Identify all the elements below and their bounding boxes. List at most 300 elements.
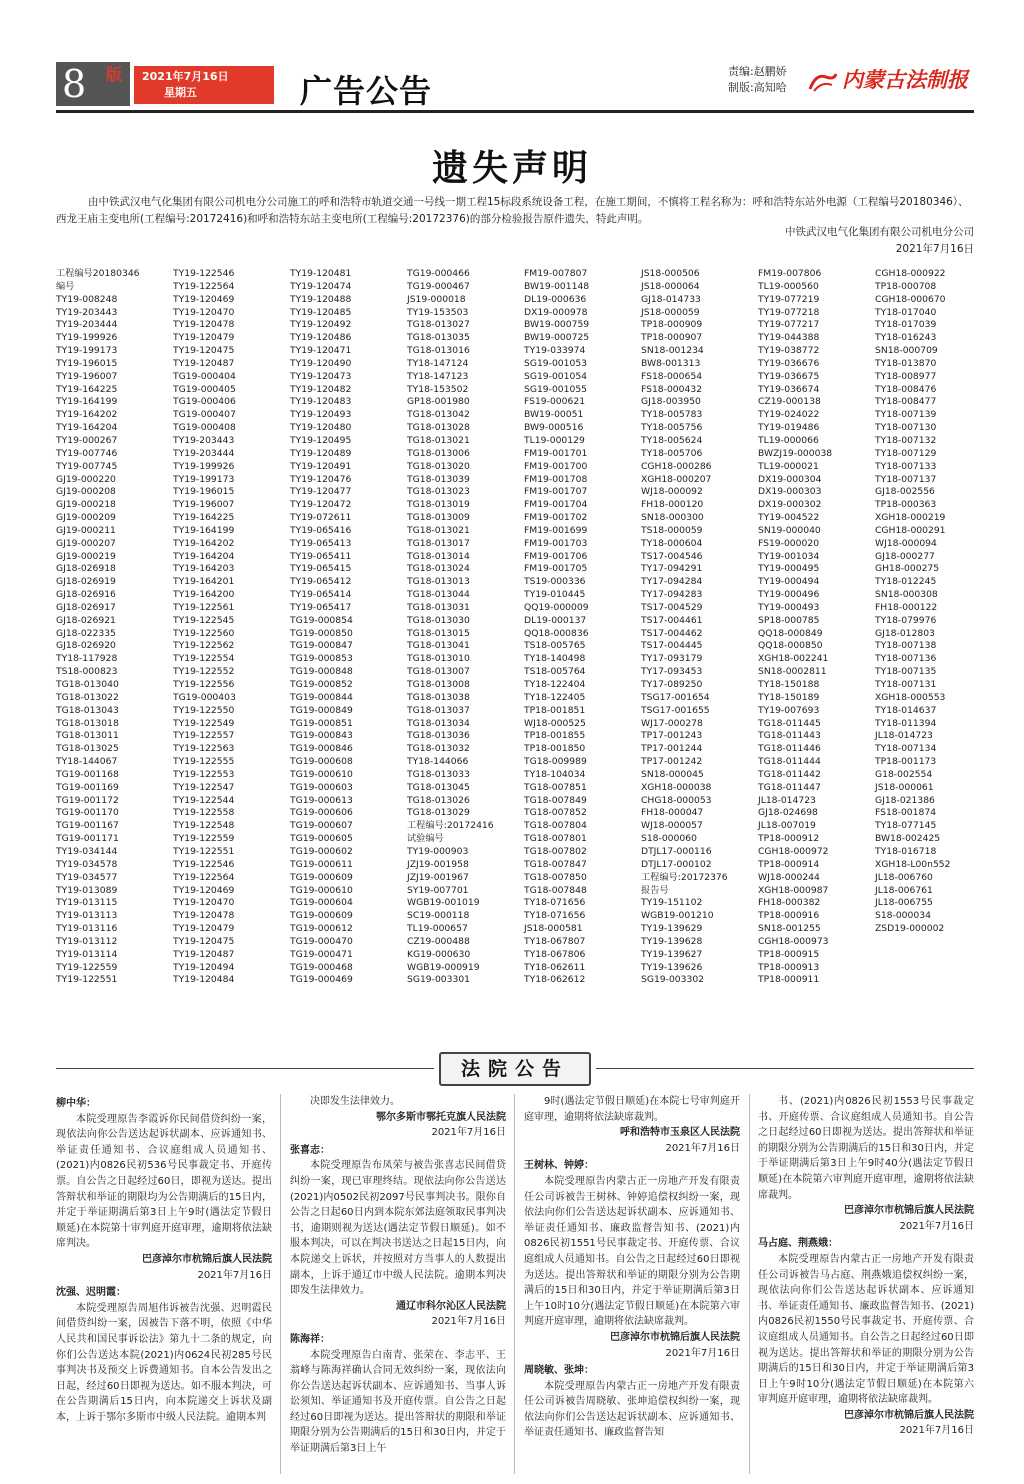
report-code: FH18-000120	[641, 499, 704, 511]
report-code: TY19-010445	[524, 589, 586, 601]
report-code: TG19-000609	[290, 910, 353, 922]
report-code: TY19-151102	[641, 897, 703, 909]
report-code: GP18-001980	[407, 396, 470, 408]
report-code: TY19-164199	[56, 396, 118, 408]
report-code: WGB19-001019	[407, 897, 480, 909]
report-code: DL19-000137	[524, 614, 587, 626]
report-code: GJ19-000211	[56, 524, 116, 536]
report-code: XGH18-000553	[875, 691, 946, 703]
report-code: TY19-139627	[641, 948, 703, 960]
report-code: TY18-012245	[875, 576, 937, 588]
report-code: TG18-013038	[407, 691, 470, 703]
report-code: TY18-104034	[524, 768, 586, 780]
report-code: TY18-144067	[56, 756, 118, 768]
report-code: TG19-000602	[290, 845, 353, 857]
report-code: TG19-000609	[290, 871, 353, 883]
report-code: TY19-122545	[173, 614, 235, 626]
report-code: TG19-000407	[173, 409, 236, 421]
report-code: DX19-000303	[758, 486, 822, 498]
notice-text: 本院受理原告内蒙古正一房地产开发有限责任公司诉被告王树林、钟婷追偿权纠纷一案，现依法向你们公告送达起诉状副本、应诉通知书、举证责任通知书、廉政监督告知书、(2021)内0826民初1551号民事裁定书、开庭传票、合议庭组成人员通知书。自公告之日起经过60日即视为送达。提出答辩状和举证的期限分别为公告期满后的15日和30日内，并定于举证期满后第3日上午10时10分(遇法定节假日顺延)在本院第六审判庭开庭审理，逾期将依法缺席裁判。	[524, 1175, 740, 1328]
report-code: JL18-006760	[875, 871, 933, 883]
report-code: SN18-000308	[875, 589, 938, 601]
report-code: TY19-120486	[290, 332, 352, 344]
announcement-date: 2021年7月16日	[895, 243, 974, 255]
report-code: TY19-203444	[56, 319, 118, 331]
report-code: TG19-001170	[56, 807, 119, 819]
code-column	[407, 268, 524, 987]
report-code: JL18-007019	[758, 820, 816, 832]
report-code: TY17-093453	[641, 666, 703, 678]
report-code: TY18-067806	[524, 948, 586, 960]
notice-recipient: 柳中华：	[56, 1098, 96, 1109]
report-code: SG19-003301	[407, 974, 471, 986]
report-code: FM19-001702	[524, 512, 588, 524]
report-code: TY18-008977	[875, 370, 937, 382]
report-code: TY18-005624	[641, 434, 703, 446]
report-code: TY18-007138	[875, 640, 937, 652]
report-code: TY19-120480	[290, 422, 352, 434]
report-code: TY19-120484	[173, 974, 235, 986]
report-code: TG18-013029	[407, 807, 470, 819]
report-code: FH18-000047	[641, 807, 704, 819]
report-code: BW9-000516	[524, 422, 584, 434]
report-code: TY19-000267	[56, 434, 118, 446]
report-code: GJ19-000220	[56, 473, 116, 485]
report-code: TG19-000850	[290, 627, 353, 639]
report-code: TY18-017040	[875, 306, 937, 318]
report-code: GJ18-022335	[56, 627, 116, 639]
report-code: TG18-013031	[407, 601, 470, 613]
report-code: CHG18-000053	[641, 794, 712, 806]
report-code: TY19-139629	[641, 923, 703, 935]
report-code: TY19-164199	[173, 524, 235, 536]
report-code: TY19-120495	[290, 434, 352, 446]
court-name: 巴彦淖尔市杭锦后旗人民法院	[610, 1331, 740, 1343]
report-code: TY19-196015	[56, 357, 118, 369]
code-column	[641, 268, 758, 987]
report-code: TY19-122550	[173, 704, 235, 716]
report-code: TY19-120469	[173, 293, 235, 305]
report-code: QQ18-000849	[758, 627, 823, 639]
report-code: TY18-016718	[875, 845, 937, 857]
report-code: TY18-067807	[524, 935, 586, 947]
report-code: TG18-013025	[56, 743, 119, 755]
report-code: TG18-013014	[407, 550, 470, 562]
report-code: G18-002554	[875, 768, 933, 780]
report-code: CGH18-000286	[641, 460, 712, 472]
report-code: WJ18-000092	[641, 486, 703, 498]
report-code: TY18-079976	[875, 614, 937, 626]
report-code: TY19-036676	[758, 357, 820, 369]
report-code: SP18-000785	[758, 614, 820, 626]
report-code: TY19-196007	[173, 499, 235, 511]
court-notices	[56, 1094, 974, 1474]
report-code: GJ18-021386	[875, 794, 935, 806]
report-code: CZ19-000138	[758, 396, 821, 408]
report-code: TP18-000708	[875, 280, 937, 292]
report-code: GJ19-000219	[56, 550, 116, 562]
report-code: CGH18-000973	[758, 935, 829, 947]
report-code: GJ18-026918	[56, 563, 116, 575]
report-code: TY19-122546	[173, 268, 235, 279]
report-code: TS18-005765	[524, 640, 586, 652]
court-name: 鄂尔多斯市鄂托克旗人民法院	[376, 1111, 506, 1123]
report-code: TY19-120479	[173, 332, 235, 344]
notice-text: 本院受理原告内蒙古正一房地产开发有限责任公司诉被告马占庭、荆燕娥追偿权纠纷一案，现依法向你们公告送达起诉状副本、应诉通知书、举证责任通知书、廉政监督告知书、(2021)内0826民初1550号民事裁定书、开庭传票、合议庭组成人员通知书。自公告之日起经过60日即视为送达。提出答辩状和举证的期限分别为公告期满后的15日和30日内，并定于举证期满后第3日上午9时10分(遇法定节假日顺延)在本院第六审判庭开庭审理，逾期将依法缺席裁判。	[758, 1253, 974, 1406]
report-code: TY19-199926	[56, 332, 118, 344]
notice-text: 决即发生法律效力。	[310, 1096, 400, 1107]
report-code: TG18-013006	[407, 447, 470, 459]
notice-recipient: 张喜志：	[290, 1144, 330, 1156]
court-column	[758, 1094, 974, 1474]
report-code: GH18-000275	[875, 563, 940, 575]
report-code: TY18-007137	[875, 473, 937, 485]
report-code: TG19-000846	[290, 743, 353, 755]
report-code: JL18-014723	[875, 730, 933, 742]
editor-name: 责编:赵鹏娇	[728, 65, 787, 78]
announcement-title: 遗失声明	[431, 147, 592, 189]
report-code: TY19-122564	[173, 280, 235, 292]
page-suffix: 版	[106, 65, 123, 84]
report-code: TY19-120472	[290, 499, 352, 511]
report-code: TY19-164204	[173, 550, 235, 562]
report-code: TY18-147124	[407, 357, 469, 369]
report-code: TG19-000467	[407, 280, 470, 292]
report-code: WJ18-000525	[524, 717, 586, 729]
report-code: FS19-000020	[758, 537, 820, 549]
report-code: TY19-007693	[758, 704, 820, 716]
report-code: KG19-000630	[407, 948, 471, 960]
report-code: TG18-013009	[407, 512, 470, 524]
report-code: TY18-150188	[758, 679, 820, 690]
report-code: FM19-001700	[524, 460, 588, 472]
report-code: TY19-122555	[173, 756, 235, 768]
report-code: TY18-000604	[641, 537, 703, 549]
report-code: TY19-122551	[173, 845, 235, 857]
report-code: XGH18-000219	[875, 512, 946, 524]
report-code: BW18-002425	[875, 833, 941, 845]
code-column	[290, 268, 407, 987]
report-code: TG19-000611	[290, 858, 353, 870]
issue-date: 2021年7月16日	[142, 70, 229, 83]
report-code: TY18-077145	[875, 820, 937, 832]
report-code: TS17-004462	[641, 627, 703, 639]
report-code: TG19-001169	[56, 781, 119, 793]
report-code: TP18-001173	[875, 756, 937, 768]
report-code: TY19-000493	[758, 601, 820, 613]
court-name: 巴彦淖尔市杭锦后旗人民法院	[142, 1253, 272, 1265]
report-code: TG18-011442	[758, 768, 821, 780]
report-code: TY19-164203	[173, 563, 235, 575]
report-code: FS18-001874	[875, 807, 937, 819]
report-code: XGH18-002241	[758, 653, 829, 665]
report-code: TY19-120475	[173, 345, 235, 357]
report-code: TY19-120493	[290, 409, 352, 421]
report-code: TY19-120492	[290, 319, 352, 331]
court-column	[290, 1094, 506, 1474]
editor-credits	[728, 64, 787, 96]
court-notice-banner	[56, 1052, 974, 1086]
report-code: TY19-122553	[173, 768, 235, 780]
report-code: TY17-089250	[641, 679, 703, 690]
report-code: TY19-196015	[173, 486, 235, 498]
report-code: TY18-008476	[875, 383, 937, 395]
report-code: TY19-122546	[173, 858, 235, 870]
report-code: 试验编号	[407, 833, 444, 845]
report-code: TG18-013019	[407, 499, 470, 511]
report-code: TY19-001034	[758, 550, 820, 562]
report-code: TG18-013043	[56, 704, 119, 716]
report-code: TY19-007746	[56, 447, 118, 459]
report-code: GJ18-002556	[875, 486, 935, 498]
report-code: TY19-120483	[290, 396, 352, 408]
court-name: 巴彦淖尔市杭锦后旗人民法院	[844, 1205, 974, 1217]
report-code: SN18-000300	[641, 512, 704, 524]
report-code: GJ18-026916	[56, 589, 116, 601]
report-code: SC19-000118	[407, 910, 470, 922]
report-code: TY18-011394	[875, 717, 937, 729]
report-code: 编号	[56, 280, 75, 292]
report-code: TY19-122547	[173, 781, 235, 793]
report-code: TG19-000408	[173, 422, 236, 434]
banner-line-left	[56, 1068, 434, 1069]
report-code: TL19-000021	[758, 460, 819, 472]
report-code: TG18-013041	[407, 640, 470, 652]
notice-recipient: 王树林、钟婷：	[524, 1160, 594, 1172]
report-code: CGH18-000922	[875, 268, 946, 279]
report-code: WJ17-000278	[641, 717, 703, 729]
report-code: QQ19-000009	[524, 601, 589, 613]
report-code: TY19-036674	[758, 383, 820, 395]
report-code: TY17-094283	[641, 589, 703, 601]
report-code: TG18-013017	[407, 537, 470, 549]
report-code: SY19-007701	[407, 884, 469, 896]
report-code: TG18-013039	[407, 473, 470, 485]
report-code: TG18-013042	[407, 409, 470, 421]
report-code: TY19-000495	[758, 563, 820, 575]
report-code: GJ18-003950	[641, 396, 701, 408]
report-code: TY19-065415	[290, 563, 352, 575]
report-code: TG19-000852	[290, 679, 353, 690]
notice-date: 2021年7月16日	[665, 1142, 740, 1154]
report-code: TG18-013035	[407, 332, 470, 344]
report-code: GJ18-014733	[641, 293, 701, 305]
report-code: QQ18-000850	[758, 640, 823, 652]
report-code: BWZJ19-000038	[758, 447, 833, 459]
column-divider	[749, 1094, 750, 1474]
report-code: TY19-034144	[56, 845, 118, 857]
report-code: TY18-007134	[875, 743, 937, 755]
report-code: TY18-150189	[758, 691, 820, 703]
report-code: CGH18-000972	[758, 845, 829, 857]
report-code: TP17-001244	[641, 743, 703, 755]
report-code: TY19-122564	[173, 871, 235, 883]
report-code: TY19-120476	[290, 473, 352, 485]
report-code: TG19-000607	[290, 820, 353, 832]
report-code: TY19-013113	[56, 910, 118, 922]
report-code: TG19-000605	[290, 833, 353, 845]
report-code: TY19-120481	[290, 268, 352, 279]
report-code: GJ18-000277	[875, 550, 935, 562]
notice-date: 2021年7月16日	[665, 1347, 740, 1359]
report-code: TY19-164225	[56, 383, 118, 395]
report-code: DX19-000302	[758, 499, 822, 511]
issue-date-box	[134, 66, 274, 104]
report-code: TY18-007135	[875, 666, 937, 678]
report-code: TY18-007130	[875, 422, 937, 434]
report-code: TY19-120470	[173, 306, 235, 318]
report-code: TG19-000471	[290, 948, 353, 960]
report-code: TY18-122404	[524, 679, 586, 690]
report-code: TG18-013015	[407, 627, 470, 639]
report-code: TY18-007133	[875, 460, 937, 472]
report-code: TG18-013021	[407, 434, 470, 446]
report-code: TP18-001851	[524, 704, 586, 716]
report-code: TL19-000560	[758, 280, 819, 292]
report-code: TG19-000610	[290, 884, 353, 896]
report-code: TS18-005764	[524, 666, 586, 678]
report-code: TY19-044388	[758, 332, 820, 344]
header-rule	[56, 110, 974, 113]
code-column	[524, 268, 641, 987]
report-code: TG18-013020	[407, 460, 470, 472]
report-code: 工程编号:20172376	[641, 871, 728, 883]
report-code: FH18-000382	[758, 897, 821, 909]
report-code: TY19-013089	[56, 884, 118, 896]
report-code: TY19-122552	[173, 666, 235, 678]
court-column	[56, 1094, 272, 1474]
code-column	[56, 268, 173, 987]
report-code: TY19-008248	[56, 293, 118, 305]
code-column	[173, 268, 290, 987]
report-code: TY19-120490	[290, 357, 352, 369]
report-code: TY19-019486	[758, 422, 820, 434]
report-code: TG18-013028	[407, 422, 470, 434]
report-code: FH18-000122	[875, 601, 938, 613]
report-code: TG19-000608	[290, 756, 353, 768]
report-code: TY19-122563	[173, 743, 235, 755]
report-code: FM19-007807	[524, 268, 588, 279]
report-code: TP18-001855	[524, 730, 586, 742]
report-code: TG19-000604	[290, 897, 353, 909]
notice-recipient: 马占庭、荆燕娥：	[758, 1238, 838, 1250]
report-code: TG18-013011	[56, 730, 119, 742]
report-code: SG19-003302	[641, 974, 705, 986]
report-code: TY19-139628	[641, 935, 703, 947]
notice-recipient: 周晓敏、张坤：	[524, 1365, 594, 1377]
report-code: TY18-005783	[641, 409, 703, 421]
report-code: TY19-038772	[758, 345, 820, 357]
report-code: TY19-164201	[173, 576, 235, 588]
report-code: 工程编号:20172416	[407, 820, 494, 832]
report-code: TG19-000469	[290, 974, 353, 986]
producer-name: 制版:高知哈	[728, 81, 787, 94]
report-code: TY19-013112	[56, 935, 118, 947]
report-code: SG19-001053	[524, 357, 588, 369]
report-code: TY19-120473	[290, 370, 352, 382]
report-code: JZJ19-001967	[407, 871, 469, 883]
report-code: SN18-001234	[641, 345, 704, 357]
report-code: ZSD19-000002	[875, 923, 945, 935]
report-code: TY19-034578	[56, 858, 118, 870]
report-code: TY19-120487	[173, 357, 235, 369]
report-code: TY19-164200	[173, 589, 235, 601]
notice-text: 本院受理原告李霞诉你民间借贷纠纷一案，现依法向你公告送达起诉状副本、应诉通知书、举证责任通知书、合议庭组成人员通知书、(2021)内0826民初536号民事裁定书、开庭传票。自公告之日起经过60日，即视为送达。提出答辩状和举证的期限均为公告期满后的15日内，并定于举证期满后第3日上午9时(遇法定节假日顺延)在本院第十审判庭开庭审理，逾期将依法缺席判决。	[56, 1113, 272, 1250]
report-code: TY18-007131	[875, 679, 937, 690]
report-code: TSG17-001655	[641, 704, 710, 716]
report-code: TG18-011443	[758, 730, 821, 742]
report-code: WGB19-001210	[641, 910, 714, 922]
report-code: TG19-000612	[290, 923, 353, 935]
report-code: TG19-001168	[56, 768, 119, 780]
report-code: FM19-001704	[524, 499, 588, 511]
report-code: GJ18-024698	[758, 807, 818, 819]
report-code: BW19-000759	[524, 319, 590, 331]
court-name: 通辽市科尔沁区人民法院	[396, 1300, 506, 1312]
report-code: TY18-017039	[875, 319, 937, 331]
report-code: TG18-013026	[407, 794, 470, 806]
report-code: JS19-000018	[407, 293, 466, 305]
report-code: TG19-001171	[56, 833, 119, 845]
paper-name: 内蒙古法制报	[842, 67, 968, 92]
report-code: TY18-122405	[524, 691, 586, 703]
report-code: TG19-000843	[290, 730, 353, 742]
report-code: TY19-033974	[524, 345, 586, 357]
report-code: WJ18-000244	[758, 871, 820, 883]
report-code: DX19-000978	[524, 306, 588, 318]
report-code: TG18-007847	[524, 858, 587, 870]
report-code: TG19-000848	[290, 666, 353, 678]
report-code: TY19-199926	[173, 460, 235, 472]
report-code: TY19-065417	[290, 601, 352, 613]
report-code: TY18-071656	[524, 910, 586, 922]
report-code: TG18-007852	[524, 807, 587, 819]
report-code: GJ19-000218	[56, 499, 116, 511]
report-code: TG18-013045	[407, 781, 470, 793]
report-code: TS19-000336	[524, 576, 586, 588]
report-code: JS18-000059	[641, 306, 700, 318]
report-code: TY19-120471	[290, 345, 352, 357]
report-code: TG19-000849	[290, 704, 353, 716]
report-code: TG18-007802	[524, 845, 587, 857]
report-code: TY19-065416	[290, 524, 352, 536]
report-code: TG19-000853	[290, 653, 353, 665]
report-code: TL19-000129	[524, 434, 585, 446]
report-code: TY19-077218	[758, 306, 820, 318]
report-code: TY17-094291	[641, 563, 703, 575]
report-code: TY19-122551	[56, 974, 118, 986]
notice-text: 本院受理原告白南青、张荣在、李志平、王翁峰与陈海祥确认合同无效纠纷一案，现依法向你公告送达起诉状副本、应诉通知书、当事人诉讼须知、举证通知书及开庭传票。自公告之日起经过60日即视为送达。提出答辩状的期限和举证期限分别为公告期满后的15日和30日内，并定于举证期满后第3日上午	[290, 1349, 506, 1455]
report-code: SN18-000709	[875, 345, 938, 357]
report-code: TG18-013034	[407, 717, 470, 729]
report-code: TY19-120489	[290, 447, 352, 459]
report-code: TY19-122559	[56, 961, 118, 973]
report-code: TY19-120494	[173, 961, 235, 973]
report-code: 工程编号20180346	[56, 268, 140, 279]
report-code: TY19-120477	[290, 486, 352, 498]
report-code: TY18-016243	[875, 332, 937, 344]
report-code: TP18-000909	[641, 319, 703, 331]
section-title: 广告公告	[300, 72, 433, 110]
report-code: TG18-013010	[407, 653, 470, 665]
court-name: 呼和浩特市玉泉区人民法院	[620, 1127, 740, 1139]
report-code: JS18-000581	[524, 923, 583, 935]
banner-line-right	[596, 1068, 974, 1069]
report-code: FM19-001708	[524, 473, 588, 485]
report-code: TG19-000468	[290, 961, 353, 973]
page-header	[56, 62, 974, 108]
report-code: FS19-000621	[524, 396, 586, 408]
